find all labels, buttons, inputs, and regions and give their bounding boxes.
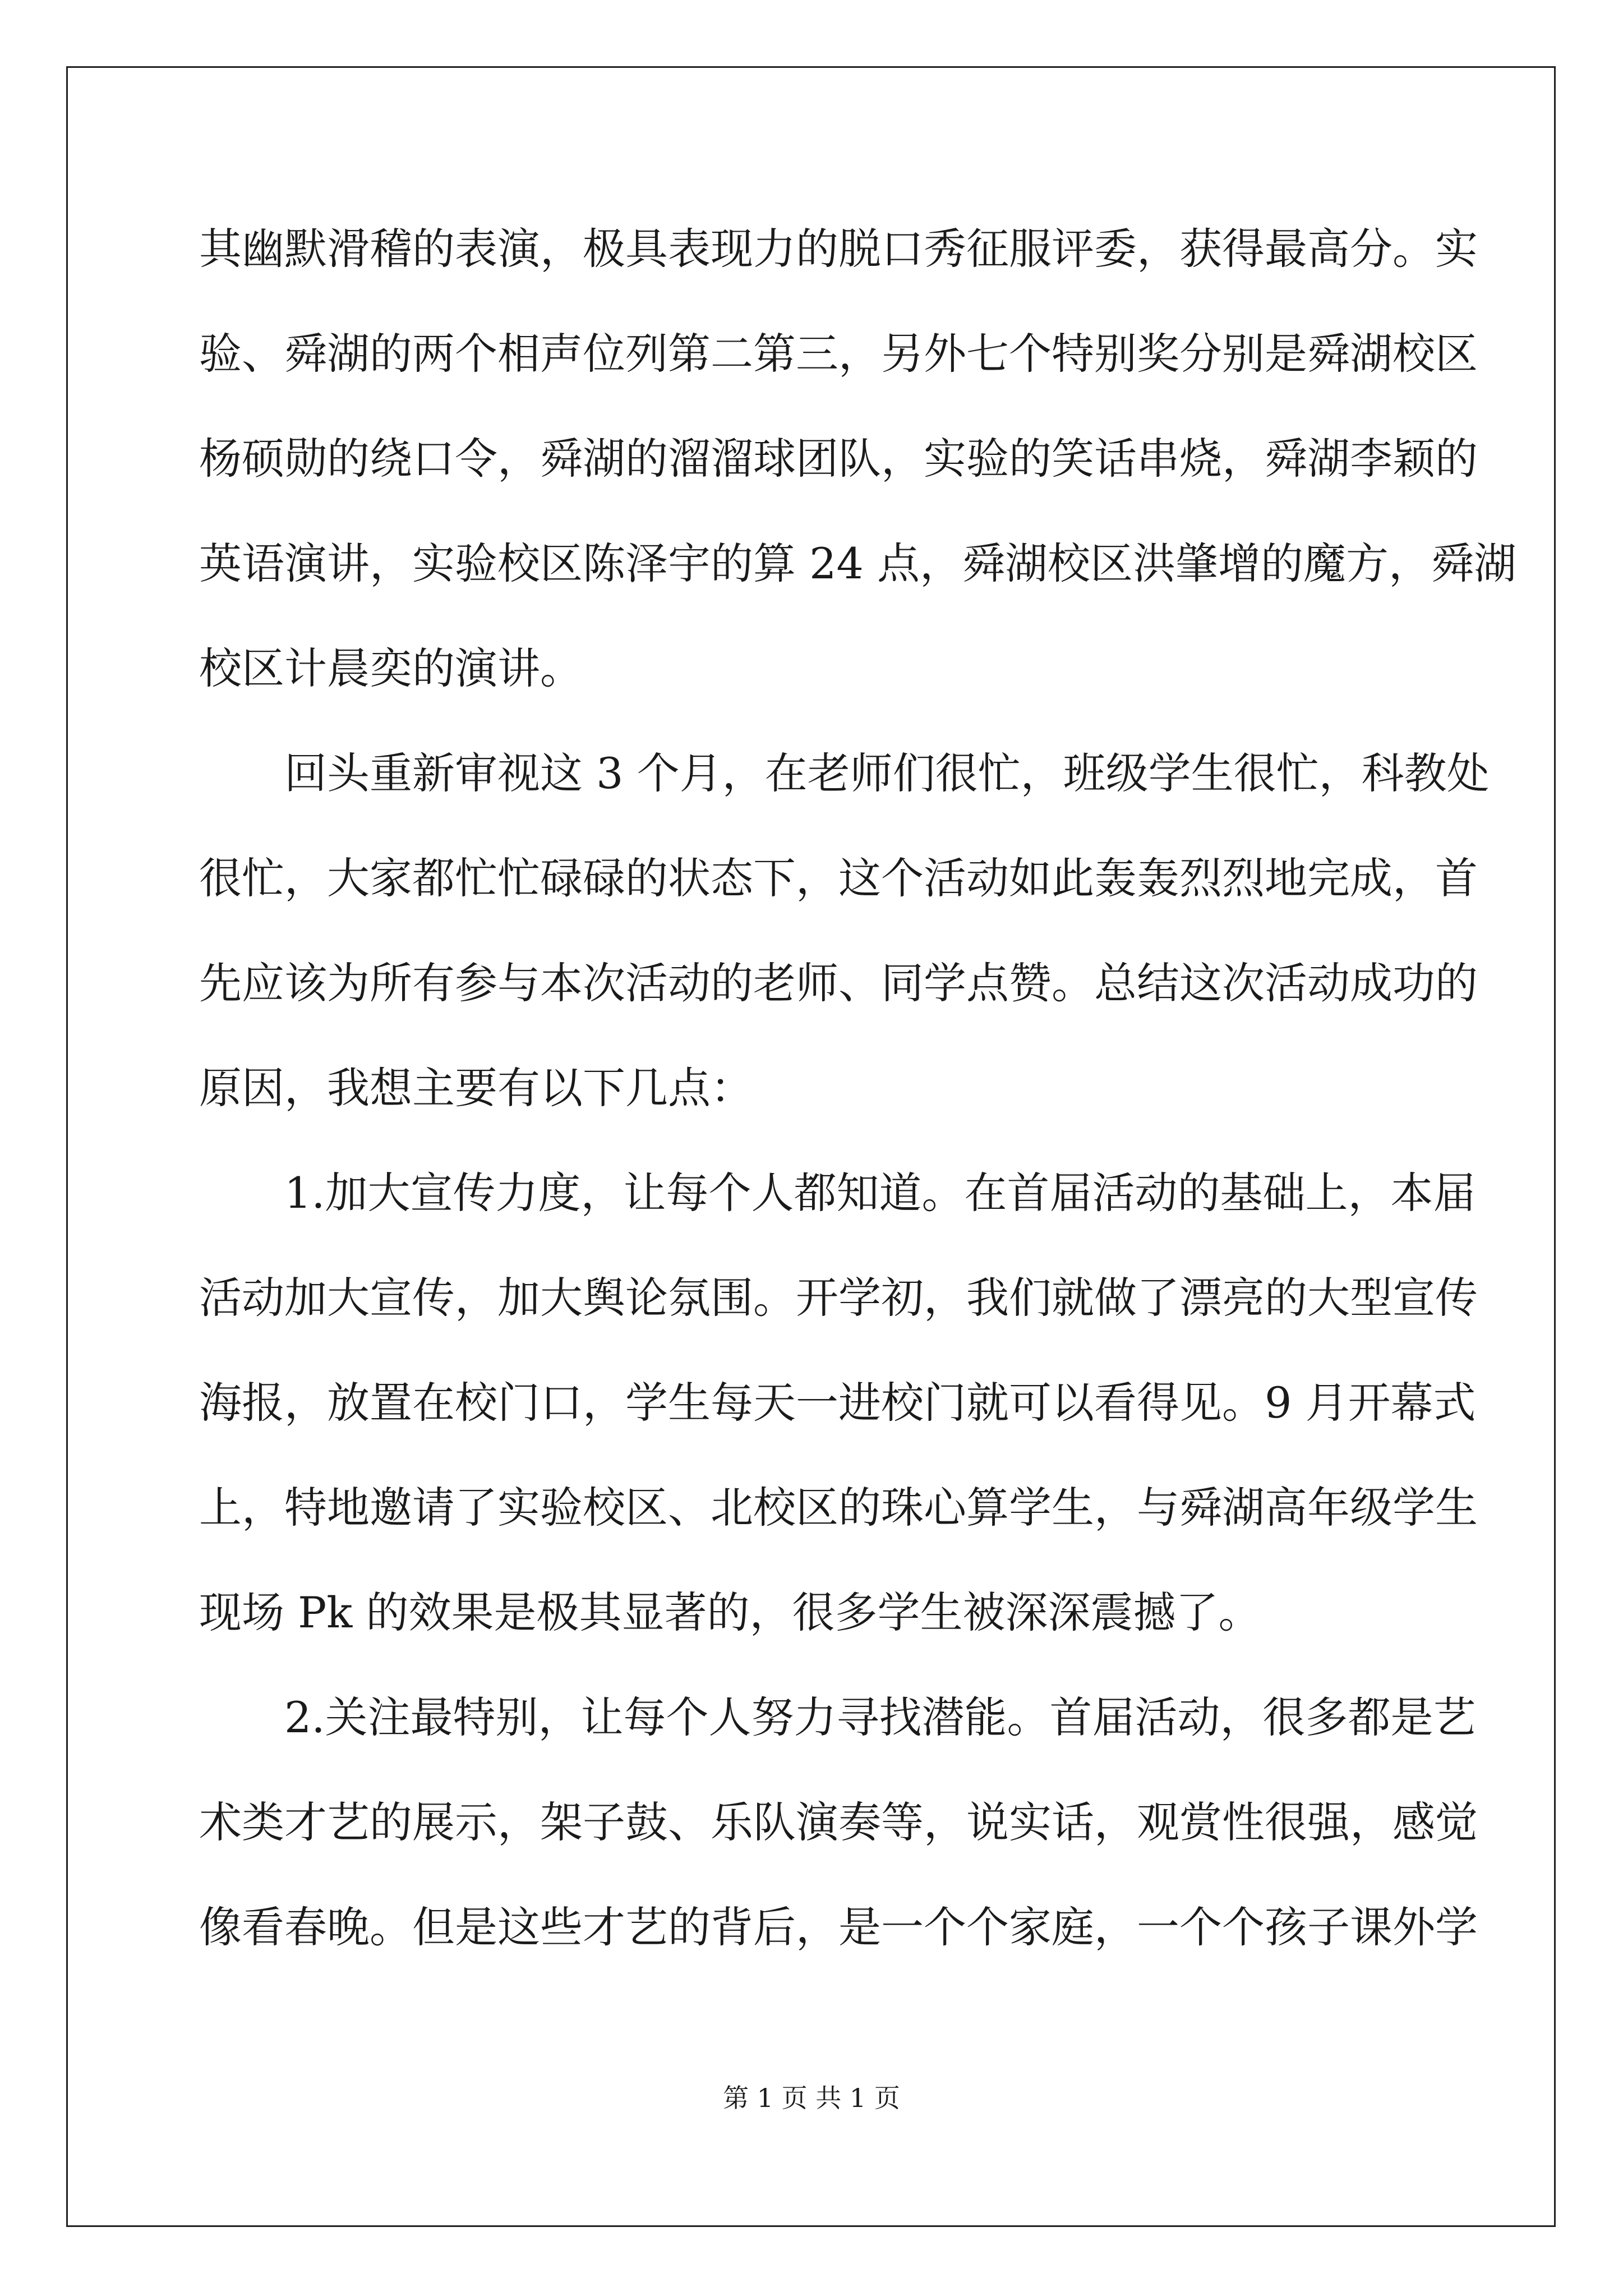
text-line: 像看春晚。但是这些才艺的背后，是一个个家庭，一个个孩子课外学 [199,1902,1478,1952]
text-line: 海报，放置在校门口，学生每天一进校门就可以看得见。9 月开幕式 [199,1378,1476,1428]
text-line: 其幽默滑稽的表演，极具表现力的脱口秀征服评委，获得最高分。实 [199,224,1478,274]
page-number-label: 第 1 页 共 1 页 [723,2083,900,2113]
text-line: 原因，我想主要有以下几点： [199,1063,753,1113]
document-body [199,220,1517,2003]
paragraph-first-line: 1.加大宣传力度，让每个人都知道。在首届活动的基础上，本届 [284,1168,1476,1218]
text-line: 校区计晨奕的演讲。 [199,643,583,693]
text-line: 先应该为所有参与本次活动的老师、同学点赞。总结这次活动成功的 [199,958,1478,1008]
paragraph-first-line: 2.关注最特别，让每个人努力寻找潜能。首届活动，很多都是艺 [284,1692,1476,1742]
text-line: 活动加大宣传，加大舆论氛围。开学初，我们就做了漂亮的大型宣传 [199,1273,1478,1323]
text-line: 术类才艺的展示，架子鼓、乐队演奏等，说实话，观赏性很强，感觉 [199,1797,1478,1847]
paragraph-first-line: 回头重新审视这 3 个月，在老师们很忙，班级学生很忙，科教处 [284,748,1490,798]
text-line: 很忙，大家都忙忙碌碌的状态下，这个活动如此轰轰烈烈地完成，首 [199,853,1478,903]
text-line: 杨硕勋的绕口令，舜湖的溜溜球团队，实验的笑话串烧，舜湖李颖的 [199,434,1478,484]
text-line: 上，特地邀请了实验校区、北校区的珠心算学生，与舜湖高年级学生 [199,1483,1478,1533]
text-line: 现场 Pk 的效果是极其显著的，很多学生被深深震撼了。 [199,1588,1261,1637]
text-line: 英语演讲，实验校区陈泽宇的算 24 点，舜湖校区洪肇增的魔方，舜湖 [199,539,1517,588]
text-line: 验、舜湖的两个相声位列第二第三，另外七个特别奖分别是舜湖校区 [199,329,1478,379]
page-footer [0,2081,1623,2115]
